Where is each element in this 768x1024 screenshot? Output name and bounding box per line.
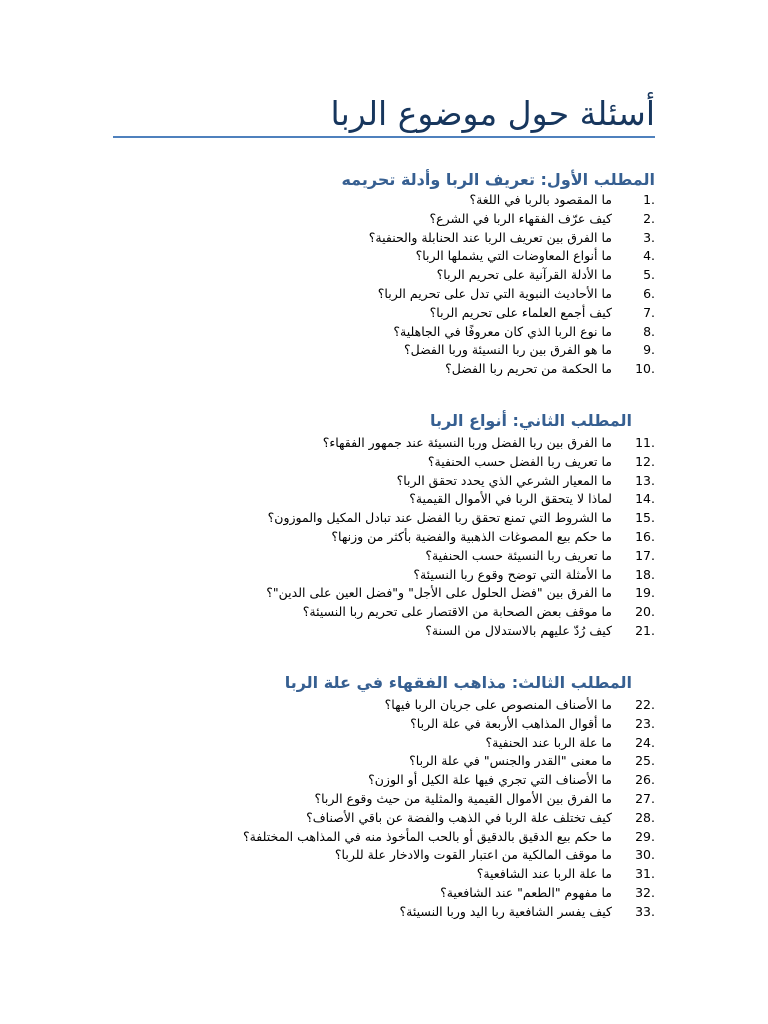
list-item [155,846,655,865]
item-number: 2. [643,210,655,226]
question-text: ما نوع الربا الذي كان معروفًا في الجاهلية؟ [393,323,612,339]
item-number: 3. [643,229,655,245]
question-text: ما أنواع المعاوضات التي يشملها الربا؟ [415,248,612,264]
question-text: ما الفرق بين تعريف الربا عند الحنابلة والحنفية؟ [368,229,612,245]
list-item [155,715,655,734]
list-item [155,622,655,641]
list-item [155,285,655,304]
item-number: 8. [643,323,655,339]
question-text: كيف أجمع العلماء على تحريم الربا؟ [429,304,612,320]
item-number: 20. [635,604,655,620]
item-number: 14. [635,491,655,507]
question-text: ما الفرق بين ربا الفضل وربا النسيئة عند جمهور الفقهاء؟ [322,435,612,450]
question-text: ما الشروط التي تمنع تحقق ربا الفضل عند تبادل المكيل والموزون؟ [267,510,612,526]
question-text: ما الأدلة القرآنية على تحريم الربا؟ [436,267,612,283]
item-number: 21. [635,622,655,638]
question-text: ما الأحاديث النبوية التي تدل على تحريم الربا؟ [377,285,612,301]
question-list-3 [155,696,655,922]
list-item [155,584,655,603]
question-text: ما حكم بيع المصوغات الذهبية والفضية بأكثر من وزنها؟ [331,528,612,544]
question-text: ما تعريف ربا النسيئة حسب الحنفية؟ [425,547,612,563]
item-number: 11. [635,435,655,450]
item-number: 12. [635,453,655,469]
item-number: 1. [643,192,655,207]
question-text: ما المعيار الشرعي الذي يحدد تحقق الربا؟ [396,472,612,488]
list-item [155,828,655,847]
list-item [155,229,655,248]
list-item [155,771,655,790]
item-number: 26. [635,772,655,788]
list-item [155,490,655,509]
list-item [155,865,655,884]
list-item [155,752,655,771]
list-item [155,472,655,491]
question-text: كيف عرّف الفقهاء الربا في الشرع؟ [429,210,612,226]
list-item [155,884,655,903]
question-text: ما هو الفرق بين ربا النسيئة وربا الفضل؟ [403,342,612,358]
list-item [155,323,655,342]
question-text: كيف يفسر الشافعية ربا اليد وربا النسيئة؟ [399,903,612,919]
item-number: 6. [643,285,655,301]
item-number: 10. [635,361,655,377]
item-number: 9. [643,342,655,358]
list-item [155,790,655,809]
list-item [155,696,655,715]
item-number: 23. [635,715,655,731]
item-number: 24. [635,734,655,750]
question-text: كيف تختلف علة الربا في الذهب والفضة عن باقي الأصناف؟ [306,809,612,825]
item-number: 29. [635,828,655,844]
item-number: 13. [635,472,655,488]
item-number: 15. [635,510,655,526]
item-number: 16. [635,528,655,544]
list-item [155,547,655,566]
question-text: ما الأمثلة التي توضح وقوع ربا النسيئة؟ [413,566,612,582]
item-number: 19. [635,585,655,601]
item-number: 22. [635,697,655,712]
list-item [155,341,655,360]
list-item [155,903,655,922]
item-number: 25. [635,753,655,769]
question-list-1 [155,191,655,379]
question-text: ما الأصناف المنصوص على جريان الربا فيها؟ [384,697,612,712]
question-text: ما الحكمة من تحريم ربا الفضل؟ [445,361,612,377]
item-number: 28. [635,809,655,825]
list-item [155,434,655,453]
question-text: ما المقصود بالربا في اللغة؟ [469,192,612,207]
section-heading-2: المطلب الثاني: أنواع الربا [429,411,632,430]
question-text: ما علة الربا عند الحنفية؟ [485,734,612,750]
item-number: 4. [643,248,655,264]
list-item [155,509,655,528]
item-number: 33. [635,903,655,919]
list-item [155,247,655,266]
question-text: لماذا لا يتحقق الربا في الأموال القيمية؟ [409,491,612,507]
list-item [155,360,655,379]
item-number: 27. [635,790,655,806]
question-text: ما حكم بيع الدقيق بالدقيق أو بالحب المأخوذ منه في المذاهب المختلفة؟ [242,828,612,844]
item-number: 31. [635,866,655,882]
item-number: 7. [643,304,655,320]
list-item [155,528,655,547]
item-number: 17. [635,547,655,563]
question-text: ما الفرق بين "فضل الحلول على الأجل" و"فضل العين على الدين"؟ [266,585,612,601]
question-text: ما موقف المالكية من اعتبار القوت والادخار علة للربا؟ [334,847,612,863]
list-item [155,603,655,622]
section-heading-3: المطلب الثالث: مذاهب الفقهاء في علة الربا [284,673,632,692]
list-item [155,453,655,472]
page-title: أسئلة حول موضوع الربا [330,94,655,133]
item-number: 32. [635,884,655,900]
item-number: 18. [635,566,655,582]
list-item [155,266,655,285]
question-text: ما مفهوم "الطعم" عند الشافعية؟ [440,884,612,900]
question-text: ما الفرق بين الأموال القيمية والمثلية من حيث وقوع الربا؟ [314,790,612,806]
question-text: كيف رُدّ عليهم بالاستدلال من السنة؟ [425,622,612,638]
question-text: ما معنى "القدر والجنس" في علة الربا؟ [409,753,612,769]
list-item [155,809,655,828]
question-text: ما تعريف ربا الفضل حسب الحنفية؟ [427,453,612,469]
list-item [155,210,655,229]
question-text: ما علة الربا عند الشافعية؟ [476,866,612,882]
question-text: ما الأصناف التي تجري فيها علة الكيل أو الوزن؟ [368,772,612,788]
question-list-2 [155,434,655,641]
title-divider [113,136,655,138]
item-number: 5. [643,267,655,283]
question-text: ما موقف بعض الصحابة من الاقتصار على تحريم ربا النسيئة؟ [302,604,612,620]
question-text: ما أقوال المذاهب الأربعة في علة الربا؟ [410,715,612,731]
list-item [155,734,655,753]
section-heading-1: المطلب الأول: تعريف الربا وأدلة تحريمه [341,170,655,189]
list-item [155,566,655,585]
list-item [155,191,655,210]
list-item [155,304,655,323]
item-number: 30. [635,847,655,863]
